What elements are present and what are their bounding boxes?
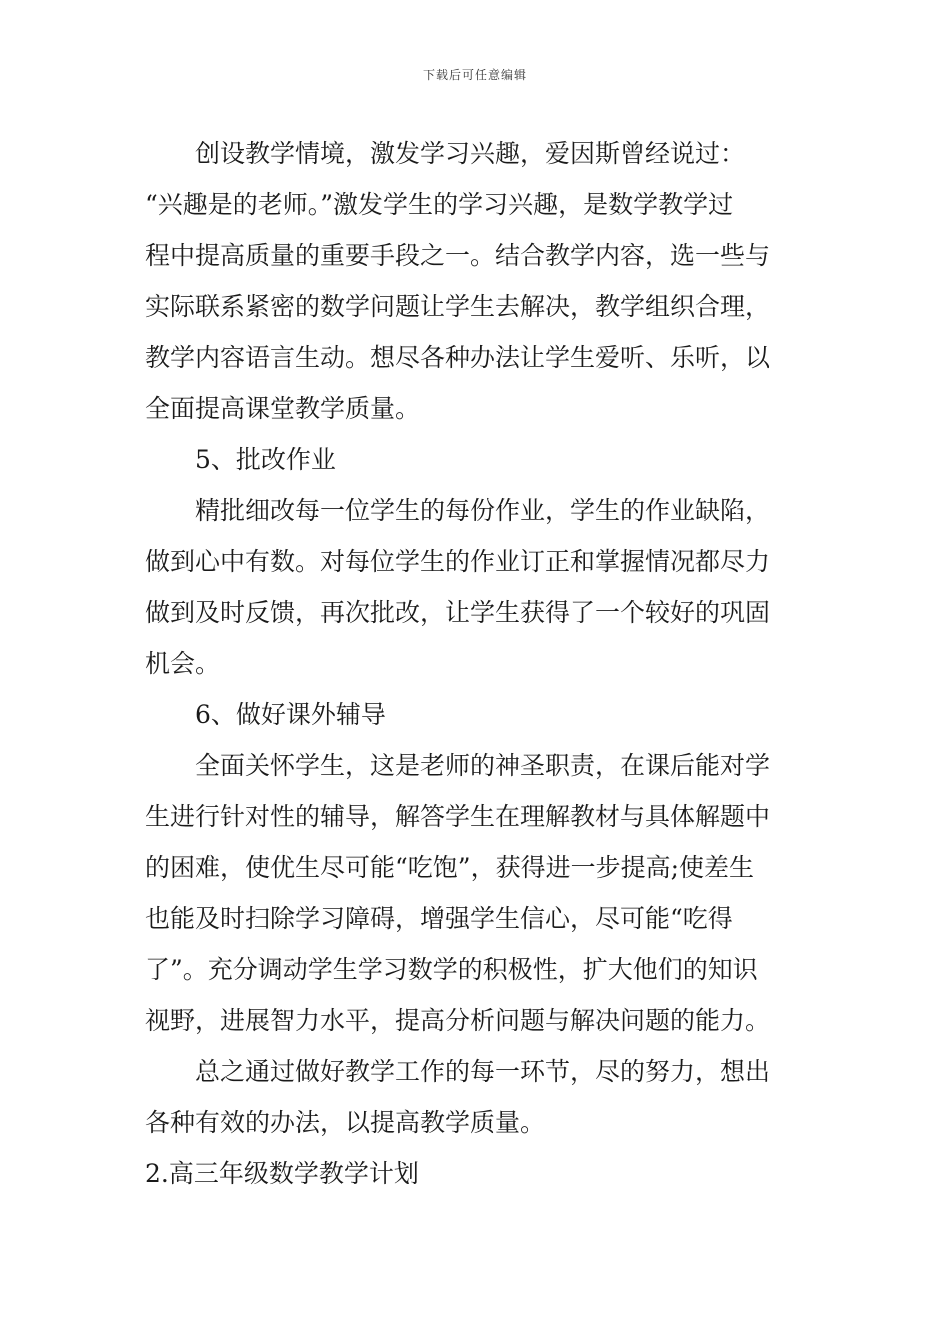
text-line: 程中提高质量的重要手段之一。结合教学内容，选一些与 <box>145 241 771 270</box>
heading-extracurricular-tutoring: 6、做好课外辅导 <box>195 700 386 729</box>
text-line: 也能及时扫除学习障碍，增强学生信心，尽可能“吃得 <box>145 904 733 933</box>
text-line: 创设教学情境，激发学习兴趣，爱因斯曾经说过： <box>195 139 746 168</box>
text-line: 各种有效的办法，以提高教学质量。 <box>145 1108 546 1137</box>
text-line: 全面关怀学生，这是老师的神圣职责，在课后能对学 <box>195 751 771 780</box>
section-title: 2.高三年级数学教学计划 <box>145 1159 419 1188</box>
text-line: 总之通过做好教学工作的每一环节，尽的努力，想出 <box>195 1057 771 1086</box>
text-line: 做到及时反馈，再次批改，让学生获得了一个较好的巩固 <box>145 598 771 627</box>
paragraph-grading-homework <box>145 485 810 689</box>
text-line: 教学内容语言生动。想尽各种办法让学生爱听、乐听，以 <box>145 343 771 372</box>
paragraph-conclusion <box>145 1046 810 1148</box>
page-header: 下载后可任意编辑 <box>422 68 527 82</box>
text-line: 生进行针对性的辅导，解答学生在理解教材与具体解题中 <box>145 802 771 831</box>
text-line: 全面提高课堂教学质量。 <box>145 394 421 423</box>
text-line: 视野，进展智力水平，提高分析问题与解决问题的能力。 <box>145 1006 771 1035</box>
text-line: 的困难，使优生尽可能“吃饱”，获得进一步提高;使差生 <box>145 853 754 882</box>
text-line: 了”。充分调动学生学习数学的积极性，扩大他们的知识 <box>145 955 758 984</box>
text-line: 机会。 <box>145 649 221 678</box>
paragraph-teaching-situation <box>145 128 810 434</box>
paragraph-extracurricular-tutoring <box>145 740 810 1046</box>
document-body <box>145 128 810 1199</box>
text-line: 实际联系紧密的数学问题让学生去解决，教学组织合理， <box>145 292 771 321</box>
text-line: 做到心中有数。对每位学生的作业订正和掌握情况都尽力 <box>145 547 771 576</box>
text-line: 精批细改每一位学生的每份作业，学生的作业缺陷， <box>195 496 771 525</box>
heading-grading-homework: 5、批改作业 <box>195 445 336 474</box>
text-line: “兴趣是的老师。”激发学生的学习兴趣，是数学教学过 <box>145 190 734 219</box>
